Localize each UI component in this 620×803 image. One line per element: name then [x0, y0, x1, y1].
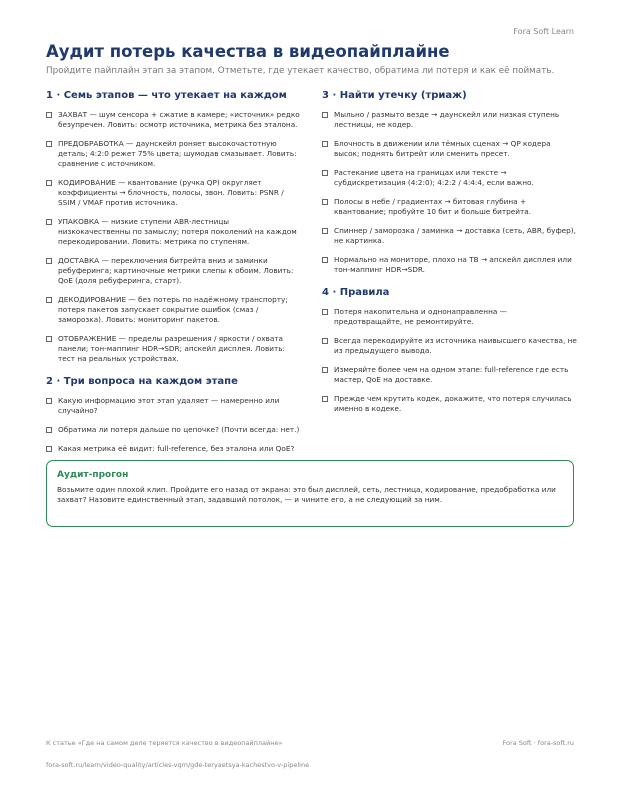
checklist-item-text: Прежде чем крутить кодек, докажите, что потеря случилась именно в кодеке. [334, 394, 572, 413]
rules-checklist [322, 307, 577, 414]
checklist-item-text: Мыльно / размыто везде → даунскейл или низкая ступень лестницы, не кодер. [334, 110, 560, 129]
checklist-item-text: Спиннер / заморозка / заминка → доставка (сеть, ABR, буфер), не картинка. [334, 226, 576, 245]
footer-url: fora-soft.ru/learn/video-quality/articles-vqm/gde-teryaetsya-kachestvo-v-pipeline [46, 761, 310, 769]
triage-checklist [322, 110, 577, 275]
stages-checklist [46, 110, 301, 364]
checkbox[interactable] [322, 396, 328, 402]
checkbox[interactable] [322, 170, 328, 176]
checklist-item-text: ДОСТАВКА — переключения битрейта вниз и заминки ребуферинга; картиночные метрики слепы к обоим. Ловить: QoE (доля ребуферинга, старт). [58, 256, 294, 285]
checklist-item [322, 110, 577, 130]
checklist-item [46, 444, 301, 454]
checkbox[interactable] [46, 112, 52, 118]
checklist-item [46, 110, 301, 130]
checkbox[interactable] [322, 257, 328, 263]
checklist-item-text: Обратима ли потеря дальше по цепочке? (Почти всегда: нет.) [58, 425, 300, 434]
right-column [322, 90, 577, 423]
checklist-item-text: Какую информацию этот этап удаляет — намеренно или случайно? [58, 396, 280, 415]
checklist-item [46, 295, 301, 325]
checkbox[interactable] [46, 297, 52, 303]
checklist-item [46, 425, 301, 435]
checklist-item [322, 394, 577, 414]
checkbox[interactable] [322, 367, 328, 373]
checklist-item-text: Нормально на мониторе, плохо на ТВ → апскейл дисплея или тон-маппинг HDR→SDR. [334, 255, 572, 274]
checklist-item [46, 139, 301, 169]
checklist-item-text: Всегда перекодируйте из источника наивысшего качества, не из предыдущего вывода. [334, 336, 577, 355]
footer-site: Fora Soft · fora-soft.ru [502, 739, 574, 747]
checklist-item [46, 396, 301, 416]
checkbox[interactable] [46, 446, 52, 452]
section-title-triage: 3 · Найти утечку (триаж) [322, 90, 467, 101]
checklist-item [46, 178, 301, 208]
section-title-questions: 2 · Три вопроса на каждом этапе [46, 376, 238, 387]
questions-checklist [46, 396, 301, 454]
checklist-item-text: Потеря накопительна и однонаправленна — предотвращайте, не ремонтируйте. [334, 307, 507, 326]
brand-label: Fora Soft Learn [513, 27, 574, 36]
audit-callout [46, 460, 574, 527]
checkbox[interactable] [46, 180, 52, 186]
checklist-item-text: УПАКОВКА — низкие ступени ABR-лестницы низкокачественны по замыслу; потеря поколений на каждом перекодировании. Ловить: метрика по ступеням. [58, 217, 297, 246]
checklist-item [322, 197, 577, 217]
checkbox[interactable] [46, 258, 52, 264]
checklist-item [46, 256, 301, 286]
checklist-item-text: КОДИРОВАНИЕ — квантование (ручка QP) округляет коэффициенты → блочность, полосы, звон. Ловить: PSNR / SSIM / VMAF против источника. [58, 178, 284, 207]
checklist-item-text: Растекание цвета на границах или тексте → субдискретизация (4:2:0); 4:2:2 / 4:4:4, если важно. [334, 168, 534, 187]
checklist-item-text: Измеряйте более чем на одном этапе: full-reference где есть мастер, QoE на доставке. [334, 365, 569, 384]
checkbox[interactable] [322, 309, 328, 315]
page-subtitle: Пройдите пайплайн этап за этапом. Отметьте, где утекает качество, обратима ли потеря и как её поймать. [46, 66, 555, 76]
checkbox[interactable] [46, 141, 52, 147]
page-title: Аудит потерь качества в видеопайплайне [46, 42, 450, 61]
checklist-item-text: Блочность в движении или тёмных сценах → QP кодера высок; поднять битрейт или сменить пресет. [334, 139, 551, 158]
checklist-item [322, 226, 577, 246]
checkbox[interactable] [322, 228, 328, 234]
checklist-item [322, 255, 577, 275]
checklist-item [322, 336, 577, 356]
checklist-item [46, 334, 301, 364]
checkbox[interactable] [322, 141, 328, 147]
section-title-stages: 1 · Семь этапов — что утекает на каждом [46, 90, 287, 101]
checkbox[interactable] [46, 219, 52, 225]
checkbox[interactable] [46, 398, 52, 404]
checklist-item [322, 307, 577, 327]
section-title-rules: 4 · Правила [322, 287, 390, 298]
footer-article-link: К статье «Где на самом деле теряется качество в видеопайплайне» [46, 739, 283, 747]
checklist-item-text: ОТОБРАЖЕНИЕ — пределы разрешения / яркости / охвата панели; тон-маппинг HDR→SDR; апскейл дисплея. Ловить: тест на реальных устройствах. [58, 334, 286, 363]
checkbox[interactable] [322, 338, 328, 344]
checklist-item-text: ЗАХВАТ — шум сенсора + сжатие в камере; «источник» редко безупречен. Ловить: осмотр источника, метрика без эталона. [58, 110, 300, 129]
checkbox[interactable] [46, 427, 52, 433]
checklist-item [322, 168, 577, 188]
checkbox[interactable] [322, 199, 328, 205]
audit-title: Аудит-прогон [57, 470, 129, 480]
checkbox[interactable] [322, 112, 328, 118]
audit-text: Возьмите один плохой клип. Пройдите его назад от экрана: это был дисплей, сеть, лестница, кодирование, предобработка или захват? Назовите единственный этап, задавший потолок, — и чините его, а не следующий за ним. [57, 485, 556, 504]
left-column [46, 90, 301, 463]
checkbox[interactable] [46, 336, 52, 342]
checklist-item-text: Полосы в небе / градиентах → битовая глубина + квантование; пробуйте 10 бит и больше битрейта. [334, 197, 531, 216]
checklist-item-text: Какая метрика её видит: full-reference, без эталона или QoE? [58, 444, 295, 453]
checklist-item-text: ДЕКОДИРОВАНИЕ — без потерь по надёжному транспорту; потеря пакетов запускает сокрытие ошибок (смаз / заморозка). Ловить: мониторинг пакетов. [58, 295, 288, 324]
checklist-item-text: ПРЕДОБРАБОТКА — даунскейл роняет высокочастотную деталь; 4:2:0 режет 75% цвета; шумодав смазывает. Ловить: сравнение с источником. [58, 139, 297, 168]
checklist-item [322, 139, 577, 159]
checklist-item [46, 217, 301, 247]
checklist-item [322, 365, 577, 385]
